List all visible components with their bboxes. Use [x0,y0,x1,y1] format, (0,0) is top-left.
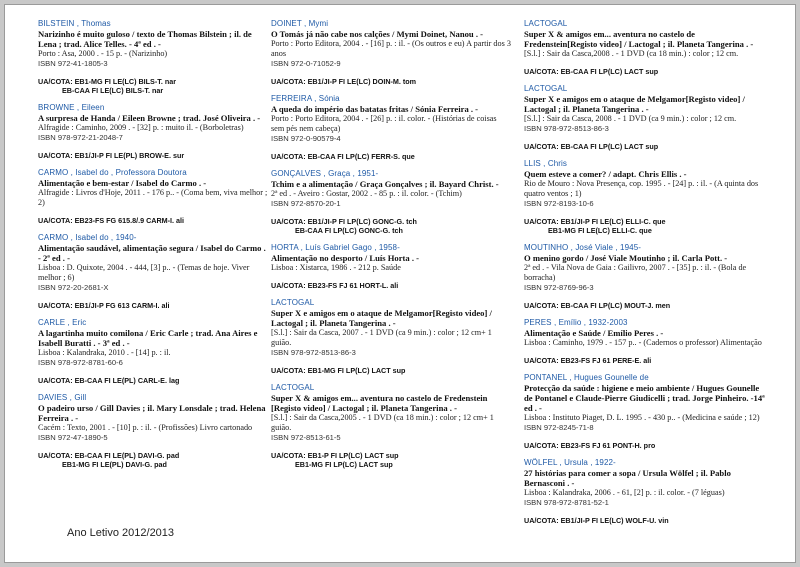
entry-call-numbers [271,281,511,290]
entry-isbn: ISBN 978-972-8781-60-6 [38,358,123,367]
entry-title: Super X e amigos em o ataque de Melgamor[Registo video] / Lactogal ; il. Planeta Tangerina . - [524,94,745,114]
entry-title: Alimentação saudável, alimentação segura / Isabel do Carmo . - 2ª ed . - [38,243,266,263]
catalog-entry [38,393,268,469]
entry-author: LACTOGAL [524,19,568,28]
entry-publication: Rio de Mouro : Nova Presença, cop. 1995 . - [24] p. : il. - (A quinta dos quatro ventos ; 1) [524,179,759,198]
entry-publication: [S.l.] : Sair da Casca, 2008 . - 1 DVD (ca 9 min.) : color ; 12 cm. [524,114,737,123]
entry-publication: Alfragide : Livros d'Hoje, 2011 . - 176 p.. - (Coma bem, viva melhor ; 2) [38,188,268,207]
catalog-column-2 [271,19,511,477]
entry-publication: [S.l.] : Sair da Casca,2005 . - 1 DVD (ca 18 min.) : color ; 12 cm+ 1 guião. [271,413,494,432]
entry-isbn: ISBN 972-8193-10-6 [524,199,594,208]
entry-author: BROWNE , Eileen [38,103,105,112]
catalog-entry [271,243,511,290]
catalog-entry [524,159,769,235]
catalog-entry [524,318,769,365]
entry-call-numbers [38,151,268,160]
entry-author: HORTA , Luís Gabriel Gago , 1958- [271,243,400,252]
entry-publication: Alfragide : Caminho, 2009 . - [32] p. : muito il. - (Borboletras) [38,123,244,132]
entry-author: WÖLFEL , Ursula , 1922- [524,458,616,467]
entry-isbn: ISBN 972-47-1890-5 [38,433,108,442]
entry-title: Super X & amigos em... aventura no castelo de Fredenstein[Registo video] / Lactogal ; il. Planeta Tangerina . - [524,29,754,49]
call-number: UA/COTA: EB1/JI-P FG 613 CARM-I. ali [38,301,170,310]
call-number: UA/COTA: EB-CAA FI LE(PL) CARL-E. lag [38,376,180,385]
entry-publication: Porto : Porto Editora, 2004 . - [26] p. : il. color. - (Histórias de coisas sem pés nem cabeça) [271,114,497,133]
entry-author: MOUTINHO , José Viale , 1945- [524,243,642,252]
entry-call-numbers [524,67,769,76]
entry-title: Alimentação e bem-estar / Isabel do Carmo . - [38,178,207,188]
entry-title: Super X & amigos em... aventura no castelo de Fredenstein [Registo video] / Lactogal ; il. Planeta Tangerina . - [271,393,488,413]
call-number: EB1-MG FI LE(LC) ELLI-C. que [548,226,652,235]
entry-title: Quem esteve a comer? / adapt. Chris Ellis . - [524,169,687,179]
call-number: UA/COTA: EB1/JI-P FI LP(LC) GONC-G. tch [271,217,417,226]
catalog-page [4,4,796,563]
entry-publication: 2ª ed . - Aveiro : Gostar, 2002 . - 85 p. : il. color. - (Tchim) [271,189,462,198]
catalog-entry [271,94,511,161]
entry-call-numbers [524,356,769,365]
entry-isbn: ISBN 972-0-90579-4 [271,134,341,143]
entry-call-numbers [38,376,268,385]
entry-isbn: ISBN 978-972-8513-86-3 [271,348,356,357]
entry-title: A queda do império das batatas fritas / Sónia Ferreira . - [271,104,479,114]
entry-author: CARMO , Isabel do , 1940- [38,233,137,242]
call-number: UA/COTA: EB1-P FI LP(LC) LACT sup [271,451,399,460]
entry-author: PERES , Emílio , 1932-2003 [524,318,628,327]
entry-call-numbers [524,142,769,151]
call-number: EB-CAA FI LP(LC) GONC-G. tch [295,226,403,235]
call-number: UA/COTA: EB23-FS FJ 61 PONT-H. pro [524,441,656,450]
catalog-column-1 [38,19,268,477]
call-number: UA/COTA: EB1/JI-P FI LE(LC) DOIN-M. tom [271,77,417,86]
entry-publication: Lisboa : Instituto Piaget, D. L. 1995 . - 430 p.. - (Medicina e saúde ; 12) [524,413,760,422]
entry-author: LACTOGAL [271,383,315,392]
entry-isbn: ISBN 972-41-1805-3 [38,59,108,68]
entry-publication: Lisboa : Xistarca, 1986 . - 212 p. Saúde [271,263,401,272]
entry-author: FERREIRA , Sónia [271,94,340,103]
entry-publication: Lisboa : Caminho, 1979 . - 157 p.. - (Cadernos o professor) Alimentação [524,338,762,347]
entry-publication: [S.l.] : Sair da Casca, 2007 . - 1 DVD (ca 9 min.) : color ; 12 cm+ 1 guião. [271,328,492,347]
call-number: UA/COTA: EB-CAA FI LP(LC) MOUT-J. men [524,301,671,310]
school-year-label: Ano Letivo 2012/2013 [67,527,175,539]
entry-title: O menino gordo / José Viale Moutinho ; il. Carla Pott. - [524,253,728,263]
entry-title: Super X e amigos em o ataque de Melgamor[Registo video] / Lactogal ; il. Planeta Tangerina . - [271,308,492,328]
entry-title: Alimentação e Saúde / Emílio Peres . - [524,328,664,338]
call-number: UA/COTA: EB23-FS FJ 61 HORT-L. ali [271,281,399,290]
entry-title: O padeiro urso / Gill Davies ; il. Mary Lonsdale ; trad. Helena Ferreira . - [38,403,266,423]
entry-publication: [S.l.] : Sair da Casca,2008 . - 1 DVD (ca 18 min.) : color ; 12 cm. [524,49,739,58]
call-number: UA/COTA: EB-CAA FI LP(LC) LACT sup [524,142,659,151]
entry-call-numbers [271,366,511,375]
entry-author: CARLE , Eric [38,318,87,327]
catalog-entry [524,373,769,450]
entry-isbn: ISBN 972-0-71052-9 [271,59,341,68]
call-number: EB1-MG FI LE(PL) DAVI-G. pad [62,460,167,469]
entry-title: Alimentação no desporto / Luís Horta . - [271,253,419,263]
entry-isbn: ISBN 978-972-21-2048-7 [38,133,123,142]
call-number: UA/COTA: EB23-FS FG 615.8/.9 CARM-I. ali [38,216,185,225]
entry-title: Tchim e a alimentação / Graça Gonçalves ; il. Bayard Christ. - [271,179,499,189]
entry-author: CARMO , Isabel do , Professora Doutora [38,168,187,177]
call-number: UA/COTA: EB-CAA FI LP(LC) LACT sup [524,67,659,76]
call-number: UA/COTA: EB1/JI-P FI LE(LC) WOLF-U. vin [524,516,669,525]
entry-author: LACTOGAL [524,84,568,93]
call-number: UA/COTA: EB-CAA FI LP(LC) FERR-S. que [271,152,415,161]
catalog-entry [38,168,268,225]
catalog-entry [271,19,511,86]
catalog-entry [38,233,268,310]
catalog-entry [38,103,268,160]
entry-call-numbers [38,216,268,225]
entry-title: Narizinho é muito guloso / texto de Thomas Bilstein ; il. de Lena ; trad. Alice Telles. - 4ª ed . - [38,29,252,49]
call-number: UA/COTA: EB1-MG FI LE(LC) BILS-T. nar [38,77,177,86]
entry-author: BILSTEIN , Thomas [38,19,111,28]
entry-title: Protecção da saúde : higiene e meio ambiente / Hugues Gounelle de Pontanel e Claude-Pierre Giudicelli ; trad. Jorge Pinheiro. -14ª ed . - [524,383,765,413]
entry-isbn: ISBN 978-972-8781-52-1 [524,498,609,507]
entry-call-numbers [271,152,511,161]
catalog-entry [524,84,769,151]
catalog-entry [271,383,511,469]
entry-call-numbers [271,451,511,469]
entry-isbn: ISBN 972-8570-20-1 [271,199,341,208]
entry-author: PONTANEL , Hugues Gounelle de [524,373,649,382]
call-number: UA/COTA: EB1/JI-P FI LE(PL) BROW-E. sur [38,151,185,160]
entry-isbn: ISBN 978-972-8513-86-3 [524,124,609,133]
entry-call-numbers [524,441,769,450]
catalog-entry [271,298,511,375]
entry-title: O Tomás já não cabe nos calções / Mymi Doinet, Nanou . - [271,29,483,39]
entry-publication: Lisboa : Kalandraka, 2006 . - 61, [2] p. : il. color. - (7 léguas) [524,488,725,497]
entry-call-numbers [38,301,268,310]
entry-author: GONÇALVES , Graça , 1951- [271,169,379,178]
entry-publication: Lisboa : Kalandraka, 2010 . - [14] p. : il. [38,348,171,357]
catalog-entry [524,458,769,525]
entry-call-numbers [38,77,268,95]
entry-isbn: ISBN 972-8769-96-3 [524,283,594,292]
entry-call-numbers [271,77,511,86]
entry-publication: Porto : Porto Editora, 2004 . - [16] p. : il. - (Os outros e eu) A partir dos 3 anos [271,39,511,58]
entry-title: 27 histórias para comer a sopa / Ursula Wölfel ; il. Pablo Bernasconi . - [524,468,731,488]
call-number: UA/COTA: EB1-MG FI LP(LC) LACT sup [271,366,406,375]
catalog-entry [38,318,268,385]
call-number: UA/COTA: EB23-FS FJ 61 PERE-E. ali [524,356,652,365]
catalog-entry [524,243,769,310]
entry-author: DAVIES , Gill [38,393,87,402]
entry-title: A lagartinha muito comilona / Eric Carle ; trad. Ana Aires e Isabell Buratti . - 3ª ed . - [38,328,258,348]
entry-isbn: ISBN 972-20-2681-X [38,283,109,292]
catalog-entry [524,19,769,76]
call-number: UA/COTA: EB-CAA FI LE(PL) DAVI-G. pad [38,451,180,460]
entry-publication: Cacém : Texto, 2001 . - [10] p. : il. - (Profissões) Livro cartonado [38,423,253,432]
call-number: UA/COTA: EB1/JI-P FI LE(LC) ELLI-C. que [524,217,666,226]
entry-call-numbers [38,451,268,469]
entry-author: LLIS , Chris [524,159,567,168]
entry-isbn: ISBN 972-8513-61-5 [271,433,341,442]
entry-publication: Porto : Asa, 2000 . - 15 p. - (Narizinho) [38,49,168,58]
entry-publication: Lisboa : D. Quixote, 2004 . - 444, [3] p.. - (Temas de hoje. Viver melhor ; 6) [38,263,250,282]
catalog-column-3 [524,19,769,533]
call-number: EB1-MG FI LP(LC) LACT sup [295,460,393,469]
entry-title: A surpresa de Handa / Eileen Browne ; trad. José Oliveira . - [38,113,261,123]
entry-call-numbers [524,301,769,310]
entry-publication: 2ª ed . - Vila Nova de Gaia : Gailivro, 2007 . - [35] p. : il. - (Bola de borracha) [524,263,747,282]
catalog-entry [38,19,268,95]
catalog-entry [271,169,511,235]
entry-isbn: ISBN 972-8245-71-8 [524,423,594,432]
entry-author: LACTOGAL [271,298,315,307]
entry-call-numbers [524,516,769,525]
call-number: EB-CAA FI LE(LC) BILS-T. nar [62,86,164,95]
entry-author: DOINET , Mymi [271,19,329,28]
entry-call-numbers [524,217,769,235]
entry-call-numbers [271,217,511,235]
